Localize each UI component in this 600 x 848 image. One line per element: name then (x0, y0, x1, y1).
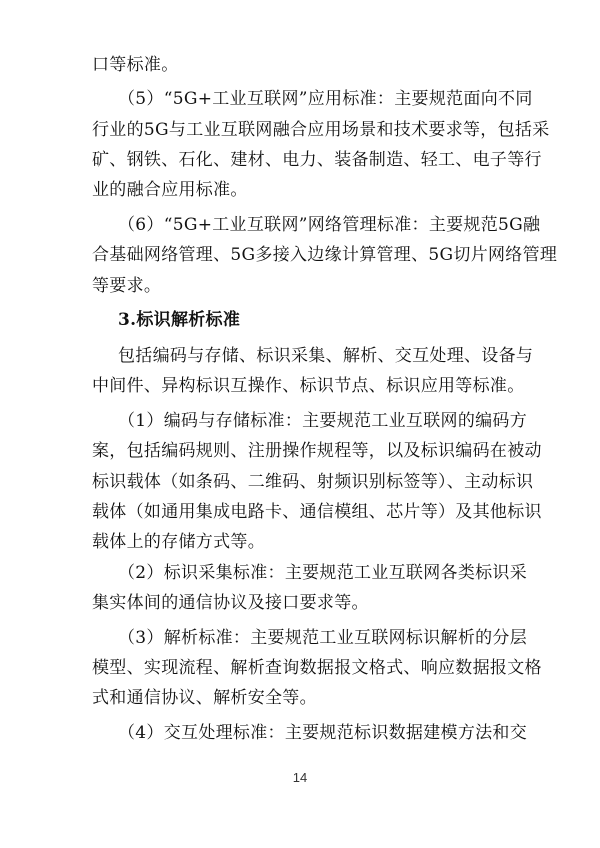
text-line: 等要求。 (92, 276, 162, 296)
text-line: 口等标准。 (92, 55, 179, 75)
text-line: 中间件、异构标识互操作、标识节点、标识应用等标准。 (92, 376, 525, 396)
text-line: 标识载体（如条码、二维码、射频识别标签等）、主动标识 (92, 472, 534, 492)
page-number: 14 (292, 770, 308, 785)
text-line: 行业的5G与工业互联网融合应用场景和技术要求等，包括采 (92, 120, 550, 140)
text-line: 矿、钢铁、石化、建材、电力、装备制造、轻工、电子等行 (92, 150, 542, 170)
text-line: （2）标识采集标准：主要规范工业互联网各类标识采 (118, 563, 528, 583)
text-line: 业的融合应用标准。 (92, 180, 248, 200)
text-line: 载体上的存储方式等。 (92, 532, 265, 552)
text-line: 合基础网络管理、5G多接入边缘计算管理、5G切片网络管理 (92, 245, 558, 265)
text-line: 载体（如通用集成电路卡、通信模组、芯片等）及其他标识 (92, 502, 542, 522)
text-line: （6）“5G+工业互联网”网络管理标准：主要规范5G融 (118, 215, 541, 235)
text-line: （3）解析标准：主要规范工业互联网标识解析的分层 (118, 628, 528, 648)
text-line: （4）交互处理标准：主要规范标识数据建模方法和交 (118, 723, 528, 743)
text-line: 包括编码与存储、标识采集、解析、交互处理、设备与 (118, 346, 534, 366)
section-heading: 3.标识解析标准 (118, 310, 241, 330)
text-line: 集实体间的通信协议及接口要求等。 (92, 593, 369, 613)
text-line: 案，包括编码规则、注册操作规程等，以及标识编码在被动 (92, 441, 542, 461)
text-line: （1）编码与存储标准：主要规范工业互联网的编码方 (118, 411, 528, 431)
text-line: 式和通信协议、解析安全等。 (92, 688, 317, 708)
text-line: 模型、实现流程、解析查询数据报文格式、响应数据报文格 (92, 658, 542, 678)
text-line: （5）“5G+工业互联网”应用标准：主要规范面向不同 (118, 89, 533, 109)
